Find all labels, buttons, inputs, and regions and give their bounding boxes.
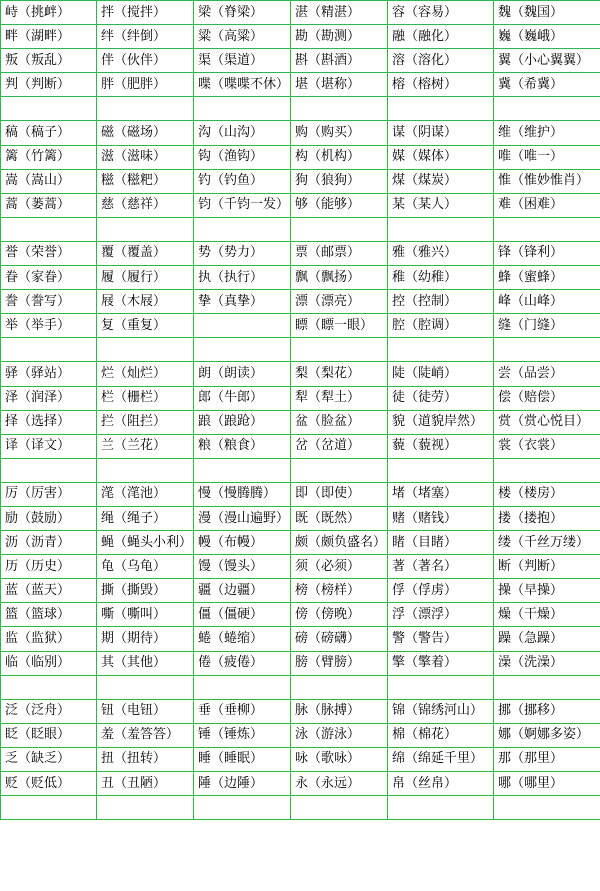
table-cell (1, 796, 97, 820)
table-cell: 永（永远） (291, 772, 388, 796)
table-cell (494, 675, 600, 699)
table-cell (494, 796, 600, 820)
table-cell (388, 217, 494, 241)
table-cell: 励（鼓励） (1, 506, 97, 530)
table-cell: 锦（锦绣河山） (388, 699, 494, 723)
table-cell (1, 675, 97, 699)
table-cell: 擎（擎着） (388, 651, 494, 675)
table-cell (97, 796, 194, 820)
table-cell: 屐（木屐） (97, 290, 194, 314)
table-row (1, 699, 600, 723)
table-cell: 钩（渔钩） (194, 145, 291, 169)
table-cell: 巍（巍峨） (494, 25, 600, 49)
table-cell (291, 97, 388, 121)
table-cell: 某（某人） (388, 193, 494, 217)
table-cell: 即（即使） (291, 482, 388, 506)
table-cell (1, 97, 97, 121)
table-cell (494, 217, 600, 241)
table-cell (97, 458, 194, 482)
table-cell: 难（困难） (494, 193, 600, 217)
table-cell (494, 338, 600, 362)
table-cell: 挚（真挚） (194, 290, 291, 314)
table-row (1, 145, 600, 169)
table-row (1, 506, 600, 530)
table-cell: 锋（锋利） (494, 241, 600, 265)
table-cell (97, 675, 194, 699)
table-cell: 雅（雅兴） (388, 241, 494, 265)
table-cell: 羞（羞答答） (97, 723, 194, 747)
table-cell (291, 675, 388, 699)
table-spacer-row (1, 217, 600, 241)
table-cell: 朗（朗读） (194, 362, 291, 386)
table-cell: 钧（千钧一发） (194, 193, 291, 217)
table-cell: 漂（漂亮） (291, 290, 388, 314)
table-cell: 势（势力） (194, 241, 291, 265)
table-cell: 拦（阻拦） (97, 410, 194, 434)
table-cell: 票（邮票） (291, 241, 388, 265)
table-cell (291, 338, 388, 362)
table-cell (494, 458, 600, 482)
table-cell: 誉（荣誉） (1, 241, 97, 265)
table-cell: 履（履行） (97, 266, 194, 290)
table-cell: 脉（脉搏） (291, 699, 388, 723)
table-cell: 著（著名） (388, 555, 494, 579)
table-cell: 搂（搂抱） (494, 506, 600, 530)
table-cell: 渠（渠道） (194, 49, 291, 73)
table-cell: 容（容易） (388, 1, 494, 25)
table-cell (97, 97, 194, 121)
table-cell: 磁（磁场） (97, 121, 194, 145)
table-cell: 郎（牛郎） (194, 386, 291, 410)
table-cell: 译（译文） (1, 434, 97, 458)
table-cell: 稚（幼稚） (388, 266, 494, 290)
table-cell: 判（判断） (1, 73, 97, 97)
table-cell: 溶（溶化） (388, 49, 494, 73)
table-row (1, 1, 600, 25)
table-cell: 陡（陡峭） (388, 362, 494, 386)
table-cell: 澡（洗澡） (494, 651, 600, 675)
table-cell: 复（重复） (97, 314, 194, 338)
table-cell (194, 217, 291, 241)
table-cell: 操（早操） (494, 579, 600, 603)
table-cell: 帛（丝帛） (388, 772, 494, 796)
table-cell: 眨（眨眼） (1, 723, 97, 747)
table-cell: 藐（藐视） (388, 434, 494, 458)
table-cell (1, 338, 97, 362)
table-cell: 兰（兰花） (97, 434, 194, 458)
table-cell (388, 796, 494, 820)
table-cell: 驿（驿站） (1, 362, 97, 386)
table-row (1, 193, 600, 217)
table-cell: 陲（边陲） (194, 772, 291, 796)
table-cell (1, 217, 97, 241)
table-cell: 咏（歌咏） (291, 747, 388, 771)
table-cell: 翼（小心翼翼） (494, 49, 600, 73)
table-cell: 绵（绵延千里） (388, 747, 494, 771)
table-cell: 期（期待） (97, 627, 194, 651)
table-cell: 挪（挪移） (494, 699, 600, 723)
table-cell: 瞟（瞟一眼） (291, 314, 388, 338)
table-cell: 踉（踉跄） (194, 410, 291, 434)
table-cell: 蜂（蜜蜂） (494, 266, 600, 290)
table-cell (388, 458, 494, 482)
table-cell: 斟（斟酒） (291, 49, 388, 73)
table-cell: 举（举手） (1, 314, 97, 338)
table-cell: 烂（灿烂） (97, 362, 194, 386)
table-cell: 徒（徒劳） (388, 386, 494, 410)
table-row (1, 49, 600, 73)
table-cell: 蜷（蜷缩） (194, 627, 291, 651)
table-cell: 沥（沥青） (1, 531, 97, 555)
table-cell: 警（警告） (388, 627, 494, 651)
table-cell: 堵（堵塞） (388, 482, 494, 506)
table-cell: 喋（喋喋不休） (194, 73, 291, 97)
table-cell: 蝇（蝇头小利） (97, 531, 194, 555)
table-spacer-row (1, 796, 600, 820)
table-cell: 垂（垂柳） (194, 699, 291, 723)
table-cell: 幔（布幔） (194, 531, 291, 555)
table-cell: 岔（岔道） (291, 434, 388, 458)
table-cell: 眷（家眷） (1, 266, 97, 290)
table-cell: 媒（媒体） (388, 145, 494, 169)
table-cell: 榕（榕树） (388, 73, 494, 97)
table-row (1, 555, 600, 579)
table-cell: 胖（肥胖） (97, 73, 194, 97)
table-cell (97, 217, 194, 241)
table-cell: 魏（魏国） (494, 1, 600, 25)
table-cell: 疆（边疆） (194, 579, 291, 603)
table-cell: 腔（腔调） (388, 314, 494, 338)
table-cell: 篱（竹篱） (1, 145, 97, 169)
table-cell: 监（监狱） (1, 627, 97, 651)
table-cell (388, 97, 494, 121)
table-cell: 盆（脸盆） (291, 410, 388, 434)
table-cell: 飘（飘扬） (291, 266, 388, 290)
table-row (1, 651, 600, 675)
table-row (1, 482, 600, 506)
table-cell (194, 796, 291, 820)
table-spacer-row (1, 338, 600, 362)
table-cell: 睹（目睹） (388, 531, 494, 555)
table-cell: 漫（漫山遍野） (194, 506, 291, 530)
table-cell: 乏（缺乏） (1, 747, 97, 771)
table-cell: 须（必须） (291, 555, 388, 579)
table-cell: 覆（覆盖） (97, 241, 194, 265)
table-cell: 撕（撕毁） (97, 579, 194, 603)
table-cell: 湛（精湛） (291, 1, 388, 25)
table-cell: 蓝（蓝天） (1, 579, 97, 603)
table-cell (1, 458, 97, 482)
table-cell: 泳（游泳） (291, 723, 388, 747)
table-cell: 尝（品尝） (494, 362, 600, 386)
table-cell: 慢（慢腾腾） (194, 482, 291, 506)
table-cell: 堪（堪称） (291, 73, 388, 97)
table-cell: 粮（粮食） (194, 434, 291, 458)
table-cell: 钓（钓鱼） (194, 169, 291, 193)
table-cell: 裳（衣裳） (494, 434, 600, 458)
table-cell (194, 458, 291, 482)
table-row (1, 121, 600, 145)
table-row (1, 169, 600, 193)
table-row (1, 266, 600, 290)
table-cell: 融（融化） (388, 25, 494, 49)
table-cell: 泽（润泽） (1, 386, 97, 410)
table-cell: 狗（狼狗） (291, 169, 388, 193)
table-cell (388, 338, 494, 362)
table-cell: 嵩（嵩山） (1, 169, 97, 193)
table-cell: 赌（赌钱） (388, 506, 494, 530)
table-cell: 唯（唯一） (494, 145, 600, 169)
table-cell: 既（既然） (291, 506, 388, 530)
table-cell: 傍（傍晚） (291, 603, 388, 627)
table-cell: 篮（篮球） (1, 603, 97, 627)
table-cell: 楼（楼房） (494, 482, 600, 506)
table-cell: 缕（千丝万缕） (494, 531, 600, 555)
table-cell: 维（维护） (494, 121, 600, 145)
table-spacer-row (1, 675, 600, 699)
table-cell: 貌（道貌岸然） (388, 410, 494, 434)
table-cell: 浮（漂浮） (388, 603, 494, 627)
table-cell: 倦（疲倦） (194, 651, 291, 675)
table-cell: 蒿（蒌蒿） (1, 193, 97, 217)
table-cell (494, 97, 600, 121)
table-row (1, 386, 600, 410)
table-cell: 睡（睡眠） (194, 747, 291, 771)
table-cell (388, 675, 494, 699)
table-cell: 勘（勘测） (291, 25, 388, 49)
table-cell: 丑（丑陋） (97, 772, 194, 796)
table-cell: 娜（婀娜多姿） (494, 723, 600, 747)
table-cell: 龟（乌龟） (97, 555, 194, 579)
table-cell: 滋（滋味） (97, 145, 194, 169)
table-cell: 粱（高粱） (194, 25, 291, 49)
table-cell: 钮（电钮） (97, 699, 194, 723)
table-cell: 断（判断） (494, 555, 600, 579)
table-cell: 峙（挑衅） (1, 1, 97, 25)
table-row (1, 290, 600, 314)
table-row (1, 772, 600, 796)
table-cell: 扭（扭转） (97, 747, 194, 771)
table-cell: 拌（搅拌） (97, 1, 194, 25)
table-cell: 泛（泛舟） (1, 699, 97, 723)
table-row (1, 531, 600, 555)
table-cell: 惟（惟妙惟肖） (494, 169, 600, 193)
table-cell: 偿（赔偿） (494, 386, 600, 410)
table-cell: 贬（贬低） (1, 772, 97, 796)
table-cell: 榜（榜样） (291, 579, 388, 603)
table-cell: 膀（臂膀） (291, 651, 388, 675)
table-cell: 梨（梨花） (291, 362, 388, 386)
table-cell: 馒（馒头） (194, 555, 291, 579)
table-cell: 棉（棉花） (388, 723, 494, 747)
table-cell (194, 675, 291, 699)
table-cell: 畔（湖畔） (1, 25, 97, 49)
table-cell: 锤（锤炼） (194, 723, 291, 747)
table-row (1, 723, 600, 747)
table-row (1, 25, 600, 49)
table-cell: 构（机构） (291, 145, 388, 169)
table-cell (97, 338, 194, 362)
table-cell: 犁（犁土） (291, 386, 388, 410)
table-cell: 购（购买） (291, 121, 388, 145)
table-row (1, 627, 600, 651)
character-table-body (1, 1, 600, 820)
table-row (1, 603, 600, 627)
table-cell (194, 314, 291, 338)
table-cell: 伴（伙伴） (97, 49, 194, 73)
table-cell: 峰（山峰） (494, 290, 600, 314)
table-cell (291, 458, 388, 482)
table-cell: 嘶（嘶叫） (97, 603, 194, 627)
table-row (1, 362, 600, 386)
table-cell: 僵（僵硬） (194, 603, 291, 627)
table-cell: 燥（干燥） (494, 603, 600, 627)
table-cell: 梁（脊梁） (194, 1, 291, 25)
table-cell (291, 796, 388, 820)
table-cell: 滗（滗池） (97, 482, 194, 506)
table-cell: 叛（叛乱） (1, 49, 97, 73)
table-cell: 哪（哪里） (494, 772, 600, 796)
table-row (1, 314, 600, 338)
table-cell: 控（控制） (388, 290, 494, 314)
table-cell: 其（其他） (97, 651, 194, 675)
table-cell: 绊（绊倒） (97, 25, 194, 49)
table-row (1, 579, 600, 603)
table-cell: 临（临别） (1, 651, 97, 675)
table-cell: 厉（厉害） (1, 482, 97, 506)
table-cell: 够（能够） (291, 193, 388, 217)
table-row (1, 434, 600, 458)
table-cell (291, 217, 388, 241)
table-cell: 谋（阴谋） (388, 121, 494, 145)
table-cell: 稿（稿子） (1, 121, 97, 145)
table-cell: 沟（山沟） (194, 121, 291, 145)
table-cell: 执（执行） (194, 266, 291, 290)
table-cell (194, 97, 291, 121)
table-row (1, 241, 600, 265)
table-cell: 那（那里） (494, 747, 600, 771)
table-spacer-row (1, 458, 600, 482)
table-cell: 颇（颇负盛名） (291, 531, 388, 555)
table-row (1, 73, 600, 97)
table-cell: 磅（磅礴） (291, 627, 388, 651)
table-cell: 冀（希冀） (494, 73, 600, 97)
table-cell: 历（历史） (1, 555, 97, 579)
table-cell: 缝（门缝） (494, 314, 600, 338)
table-cell (194, 338, 291, 362)
table-cell: 赏（赏心悦目） (494, 410, 600, 434)
table-cell: 誊（誊写） (1, 290, 97, 314)
table-cell: 栏（栅栏） (97, 386, 194, 410)
table-row (1, 410, 600, 434)
table-cell: 躁（急躁） (494, 627, 600, 651)
table-cell: 俘（俘虏） (388, 579, 494, 603)
table-cell: 择（选择） (1, 410, 97, 434)
table-row (1, 747, 600, 771)
table-cell: 煤（煤炭） (388, 169, 494, 193)
table-cell: 慈（慈祥） (97, 193, 194, 217)
table-spacer-row (1, 97, 600, 121)
table-cell: 糍（糍粑） (97, 169, 194, 193)
table-cell: 绳（绳子） (97, 506, 194, 530)
